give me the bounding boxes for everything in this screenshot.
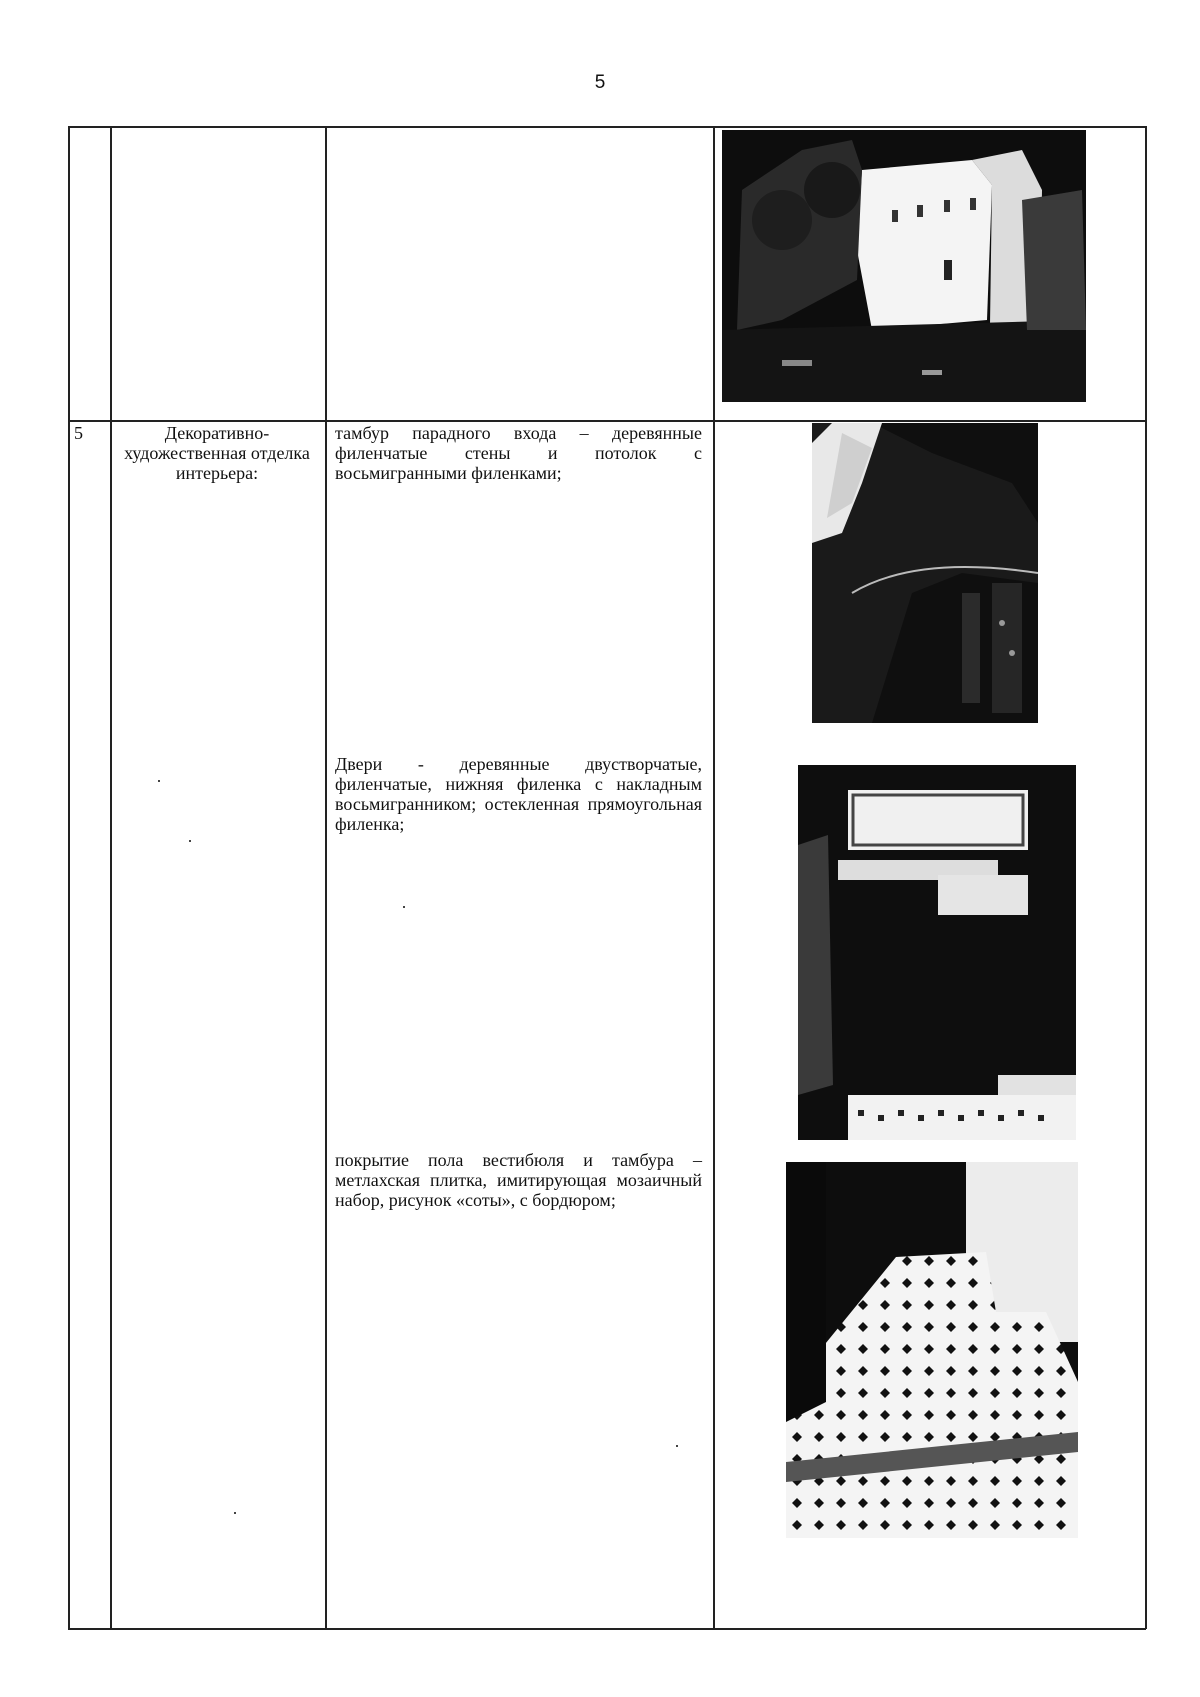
table-bottom-border bbox=[68, 1628, 1146, 1630]
col-border-left bbox=[68, 126, 70, 1629]
item-text-doors: Двери - деревянные двустворчатые, филенчатые, нижняя филенка с накладным восьмигранником; остекленная прямоугольная филенка; bbox=[335, 754, 702, 834]
row-divider bbox=[68, 420, 1146, 422]
col-border-1 bbox=[110, 126, 112, 1629]
scan-speck bbox=[189, 840, 191, 842]
vestibule-paneled-ceiling-photo bbox=[812, 423, 1038, 723]
row-number: 5 bbox=[74, 423, 83, 443]
table-top-border bbox=[68, 126, 1146, 128]
col-border-3 bbox=[713, 126, 715, 1629]
item-text-vestibule: тамбур парадного входа – деревянные филенчатые стены и потолок с восьмигранными филенками; bbox=[335, 423, 702, 483]
scan-speck bbox=[676, 1445, 678, 1447]
scan-speck bbox=[234, 1512, 236, 1514]
page-number: 5 bbox=[594, 72, 606, 93]
col-border-right bbox=[1145, 126, 1147, 1629]
col-border-2 bbox=[325, 126, 327, 1629]
item-text-floor: покрытие пола вестибюля и тамбура – метлахская плитка, имитирующая мозаичный набор, рисунок «соты», с бордюром; bbox=[335, 1150, 702, 1210]
scan-speck bbox=[158, 780, 160, 782]
double-door-photo bbox=[798, 765, 1076, 1140]
scan-speck bbox=[403, 906, 405, 908]
tiled-floor-photo bbox=[786, 1162, 1078, 1538]
building-facade-photo bbox=[722, 130, 1086, 402]
row-category: Декоративно-художественная отделка интерьера: bbox=[124, 423, 310, 483]
